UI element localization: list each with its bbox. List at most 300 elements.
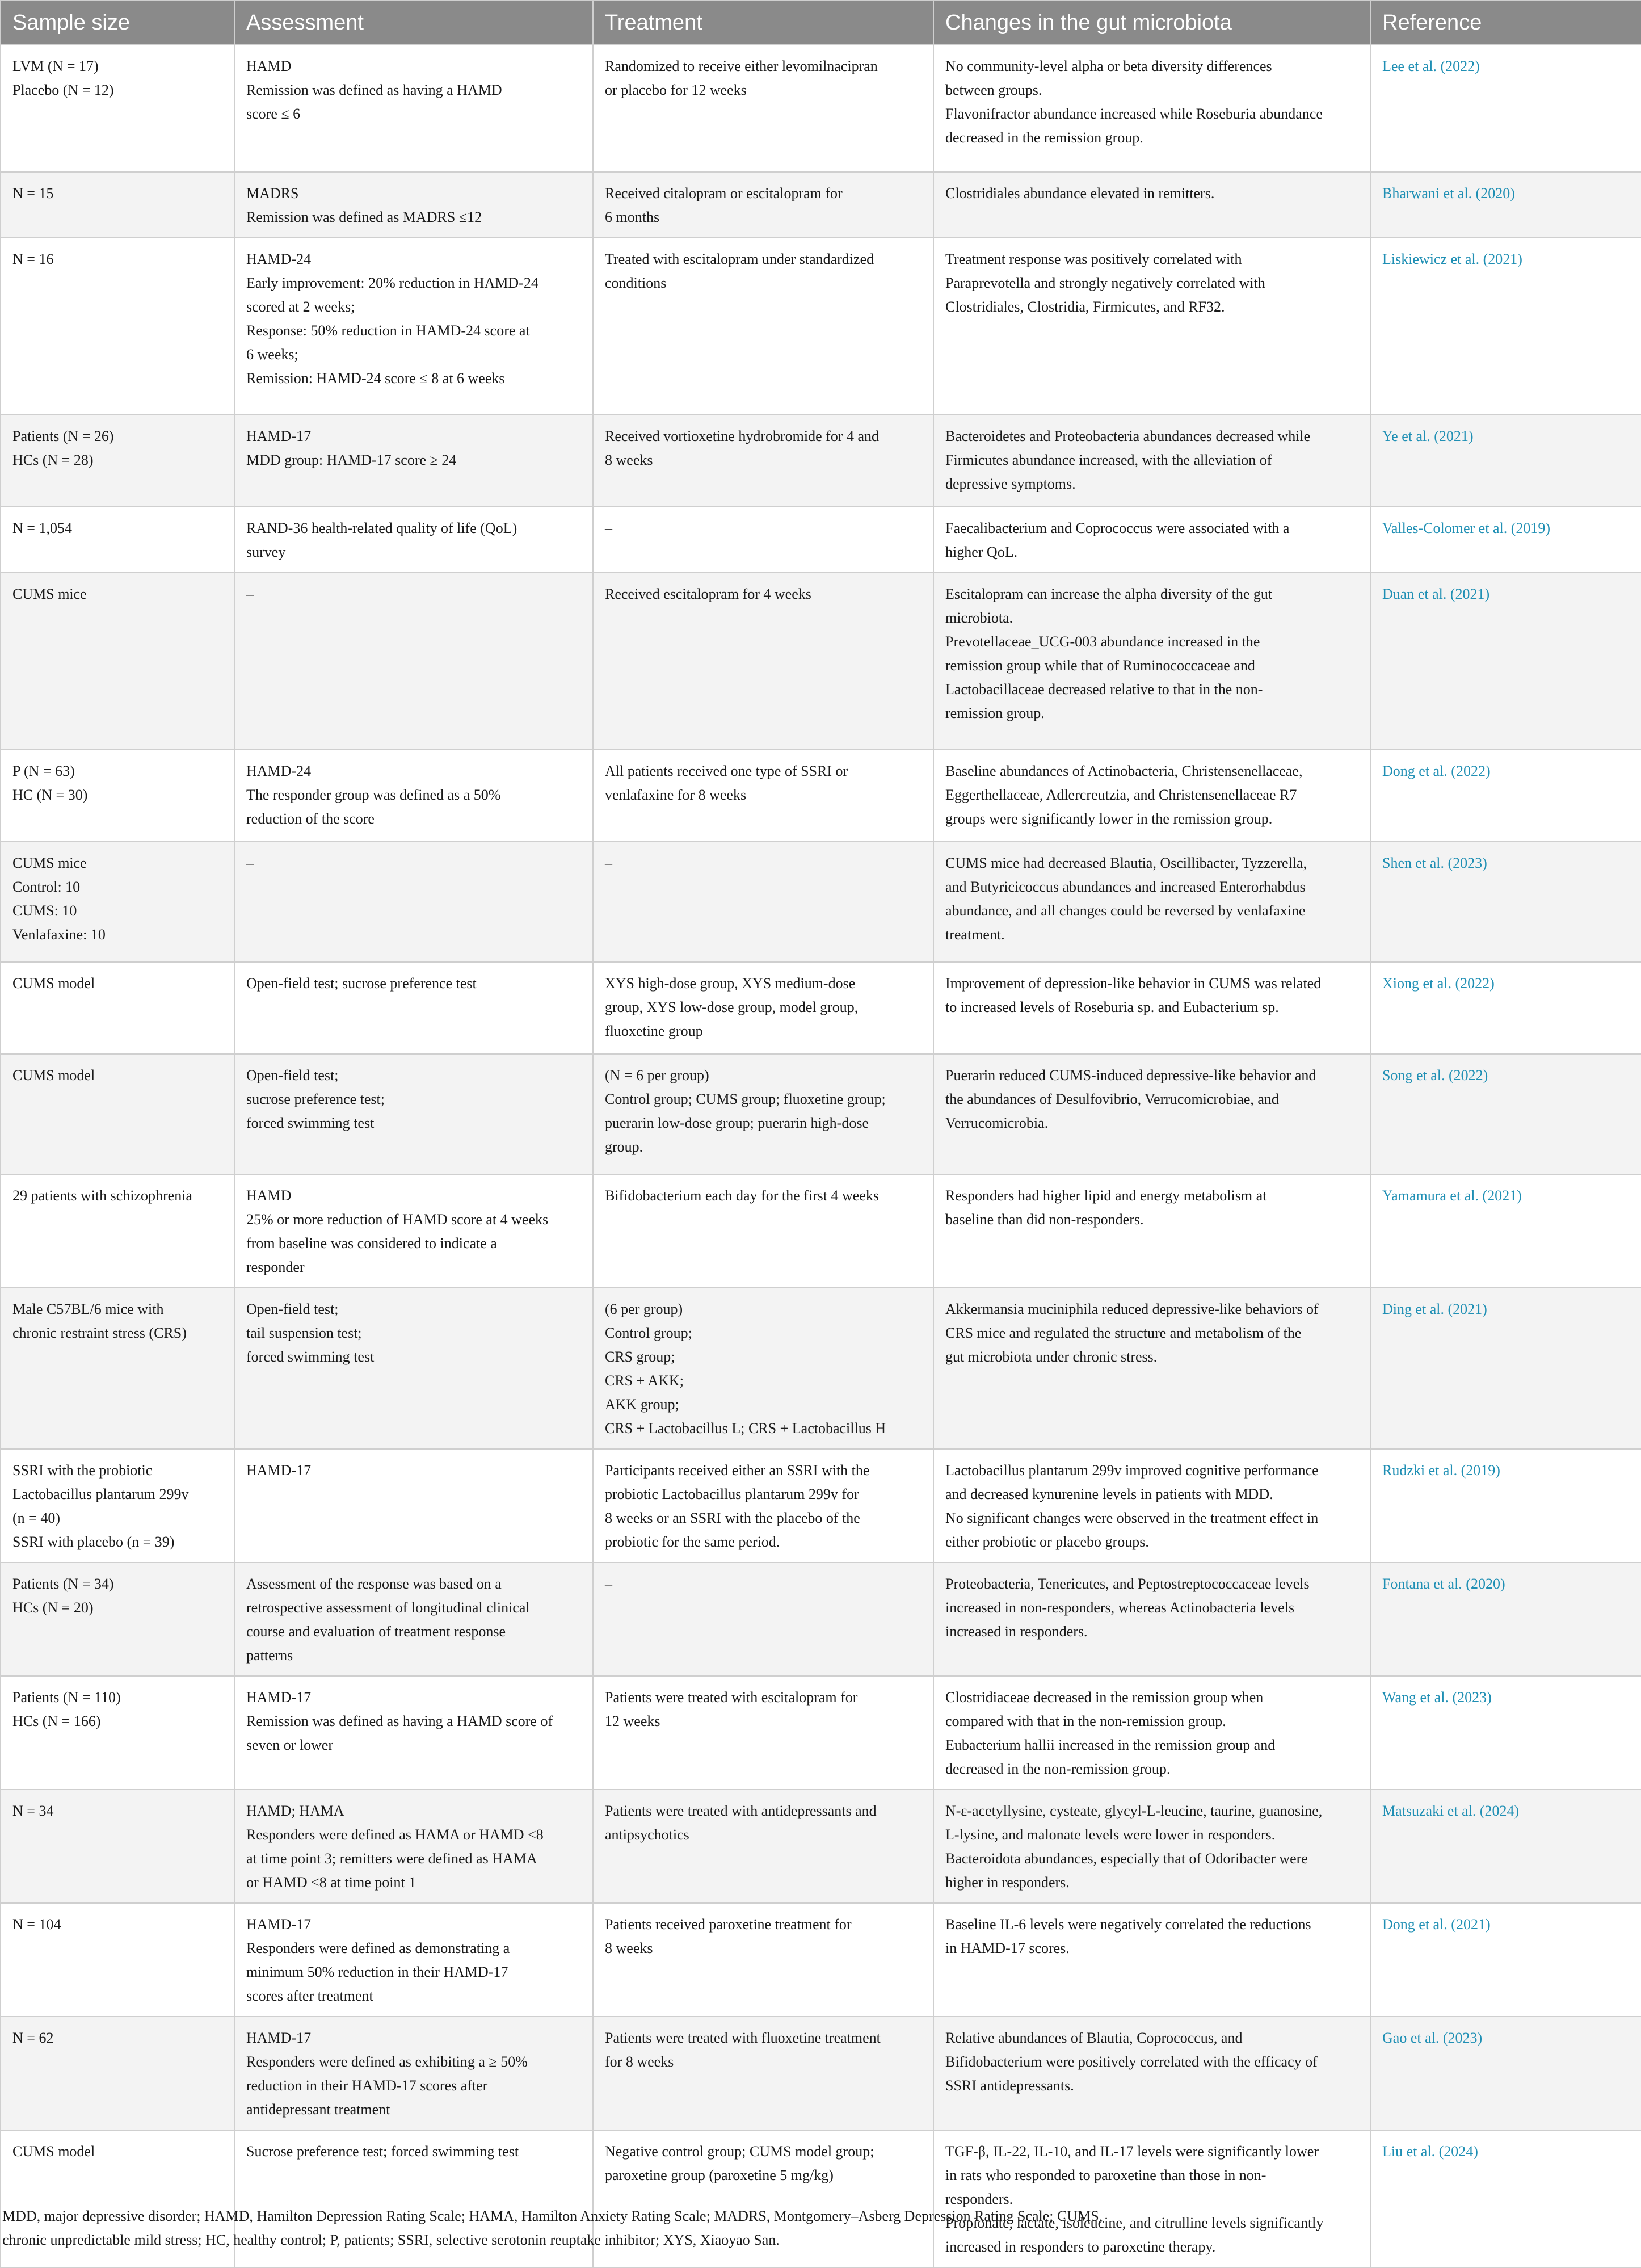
cell-changes bbox=[933, 962, 1370, 1054]
cell-line: increased in non-responders, whereas Actinobacteria levels bbox=[945, 1599, 1295, 1616]
cell-line: Eggerthellaceae, Adlercreutzia, and Christensenellaceae R7 bbox=[945, 787, 1297, 803]
cell-changes bbox=[933, 1676, 1370, 1790]
cell-line: remission group. bbox=[945, 705, 1045, 721]
cell-line: scores after treatment bbox=[246, 1988, 373, 2004]
cell-line: groups were significantly lower in the remission group. bbox=[945, 810, 1273, 827]
cell-line: venlafaxine for 8 weeks bbox=[605, 787, 747, 803]
cell-line: and decreased kynurenine levels in patients with MDD. bbox=[945, 1486, 1273, 1502]
cell-treatment bbox=[593, 45, 933, 172]
cell-treatment bbox=[593, 1676, 933, 1790]
cell-line: Firmicutes abundance increased, with the alleviation of bbox=[945, 452, 1272, 468]
cell-line: group, XYS low-dose group, model group, bbox=[605, 999, 859, 1015]
table-row bbox=[1, 45, 1641, 172]
cell-line: Response: 50% reduction in HAMD-24 score at bbox=[246, 322, 530, 339]
cell-treatment bbox=[593, 1563, 933, 1676]
cell-changes bbox=[933, 573, 1370, 750]
cell-sample-size bbox=[1, 238, 234, 415]
reference-link[interactable]: Valles-Colomer et al. (2019) bbox=[1382, 520, 1551, 536]
table-row bbox=[1, 1563, 1641, 1676]
cell-line: HAMD; HAMA bbox=[246, 1803, 344, 1819]
cell-line: Propionate, lactate, isoleucine, and citrulline levels significantly bbox=[945, 2215, 1324, 2231]
cell-reference bbox=[1370, 415, 1641, 507]
cell-line: Bifidobacterium each day for the first 4 weeks bbox=[605, 1187, 879, 1204]
cell-line: forced swimming test bbox=[246, 1349, 375, 1365]
cell-changes bbox=[933, 45, 1370, 172]
cell-line: course and evaluation of treatment response bbox=[246, 1623, 506, 1640]
cell-line: N = 104 bbox=[12, 1916, 61, 1933]
table-row bbox=[1, 415, 1641, 507]
cell-treatment bbox=[593, 2017, 933, 2130]
cell-treatment bbox=[593, 1174, 933, 1288]
cell-line: N = 16 bbox=[12, 251, 54, 267]
cell-line: depressive symptoms. bbox=[945, 476, 1076, 492]
cell-line: scored at 2 weeks; bbox=[246, 299, 355, 315]
reference-link[interactable]: Dong et al. (2022) bbox=[1382, 763, 1491, 779]
cell-changes bbox=[933, 507, 1370, 573]
table-row bbox=[1, 2017, 1641, 2130]
cell-assessment bbox=[234, 750, 593, 842]
cell-line: Patients received paroxetine treatment for bbox=[605, 1916, 852, 1933]
cell-treatment bbox=[593, 1903, 933, 2017]
cell-line: or placebo for 12 weeks bbox=[605, 82, 747, 98]
reference-link[interactable]: Gao et al. (2023) bbox=[1382, 2030, 1483, 2046]
cell-line: CUMS mice bbox=[12, 855, 87, 871]
cell-line: Control: 10 bbox=[12, 879, 81, 895]
cell-changes bbox=[933, 750, 1370, 842]
cell-line: higher QoL. bbox=[945, 544, 1018, 560]
cell-line: L-lysine, and malonate levels were lower in responders. bbox=[945, 1826, 1276, 1843]
cell-line: HAMD-17 bbox=[246, 1916, 312, 1933]
cell-line: Patients were treated with fluoxetine treatment bbox=[605, 2030, 881, 2046]
cell-line: 6 weeks; bbox=[246, 346, 298, 363]
cell-sample-size bbox=[1, 1054, 234, 1174]
cell-reference bbox=[1370, 1054, 1641, 1174]
cell-line: CUMS mice had decreased Blautia, Oscillibacter, Tyzzerella, bbox=[945, 855, 1307, 871]
header-sample-size: Sample size bbox=[1, 1, 234, 45]
cell-line: CRS + AKK; bbox=[605, 1372, 684, 1389]
cell-assessment bbox=[234, 1676, 593, 1790]
cell-line: CRS + Lactobacillus L; CRS + Lactobacillus H bbox=[605, 1420, 886, 1437]
cell-reference bbox=[1370, 45, 1641, 172]
cell-line: probiotic Lactobacillus plantarum 299v for bbox=[605, 1486, 859, 1502]
table-row bbox=[1, 1174, 1641, 1288]
cell-line: HAMD bbox=[246, 58, 292, 74]
cell-sample-size bbox=[1, 415, 234, 507]
table-row bbox=[1, 1790, 1641, 1903]
cell-changes bbox=[933, 1174, 1370, 1288]
cell-line: increased in responders to paroxetine therapy. bbox=[945, 2238, 1216, 2255]
cell-line: HAMD-17 bbox=[246, 2030, 312, 2046]
cell-line: No significant changes were observed in the treatment effect in bbox=[945, 1510, 1319, 1526]
table-row bbox=[1, 1676, 1641, 1790]
header-changes: Changes in the gut microbiota bbox=[933, 1, 1370, 45]
cell-reference bbox=[1370, 1449, 1641, 1563]
cell-changes bbox=[933, 1288, 1370, 1449]
cell-treatment bbox=[593, 1288, 933, 1449]
cell-line: MDD group: HAMD-17 score ≥ 24 bbox=[246, 452, 457, 468]
cell-treatment bbox=[593, 507, 933, 573]
cell-line: Prevotellaceae_UCG-003 abundance increased in the bbox=[945, 633, 1260, 650]
cell-line: Treatment response was positively correlated with bbox=[945, 251, 1242, 267]
cell-line: Negative control group; CUMS model group; bbox=[605, 2143, 874, 2160]
cell-line: higher in responders. bbox=[945, 1874, 1070, 1891]
table-row bbox=[1, 507, 1641, 573]
reference-link[interactable]: Lee et al. (2022) bbox=[1382, 58, 1480, 74]
cell-line: HAMD-17 bbox=[246, 1462, 312, 1479]
cell-line: Received vortioxetine hydrobromide for 4 and bbox=[605, 428, 880, 444]
cell-line: group. bbox=[605, 1139, 643, 1155]
reference-link[interactable]: Fontana et al. (2020) bbox=[1382, 1576, 1505, 1592]
cell-line: RAND-36 health-related quality of life (QoL) bbox=[246, 520, 517, 536]
table-row bbox=[1, 750, 1641, 842]
cell-line: – bbox=[246, 855, 254, 871]
cell-line: abundance, and all changes could be reversed by venlafaxine bbox=[945, 902, 1306, 919]
reference-link[interactable]: Liskiewicz et al. (2021) bbox=[1382, 251, 1522, 267]
cell-treatment bbox=[593, 573, 933, 750]
cell-line: Open-field test; sucrose preference test bbox=[246, 975, 477, 992]
cell-assessment bbox=[234, 238, 593, 415]
reference-link[interactable]: Rudzki et al. (2019) bbox=[1382, 1462, 1500, 1479]
cell-line: MADRS bbox=[246, 185, 299, 201]
reference-link[interactable]: Dong et al. (2021) bbox=[1382, 1916, 1491, 1933]
cell-line: Lactobacillus plantarum 299v improved cognitive performance bbox=[945, 1462, 1319, 1479]
table-row bbox=[1, 1903, 1641, 2017]
cell-assessment bbox=[234, 1790, 593, 1903]
cell-changes bbox=[933, 1790, 1370, 1903]
cell-line: responder bbox=[246, 1259, 305, 1275]
cell-reference bbox=[1370, 962, 1641, 1054]
cell-reference bbox=[1370, 1174, 1641, 1288]
table-body bbox=[1, 45, 1641, 2267]
cell-line: score ≤ 6 bbox=[246, 106, 301, 122]
cell-line: Patients (N = 110) bbox=[12, 1689, 121, 1706]
cell-line: Paraprevotella and strongly negatively correlated with bbox=[945, 275, 1265, 291]
cell-changes bbox=[933, 1054, 1370, 1174]
cell-line: 12 weeks bbox=[605, 1713, 660, 1729]
cell-line: puerarin low-dose group; puerarin high-dose bbox=[605, 1115, 869, 1131]
cell-treatment bbox=[593, 1054, 933, 1174]
table-row bbox=[1, 1054, 1641, 1174]
cell-line: at time point 3; remitters were defined as HAMA bbox=[246, 1850, 537, 1867]
cell-line: 8 weeks or an SSRI with the placebo of the bbox=[605, 1510, 860, 1526]
cell-changes bbox=[933, 842, 1370, 962]
header-assessment: Assessment bbox=[234, 1, 593, 45]
cell-assessment bbox=[234, 415, 593, 507]
cell-changes bbox=[933, 1903, 1370, 2017]
cell-line: CRS mice and regulated the structure and metabolism of the bbox=[945, 1325, 1302, 1341]
cell-line: Responders were defined as exhibiting a ≥ 50% bbox=[246, 2053, 528, 2070]
cell-line: Relative abundances of Blautia, Coprococcus, and bbox=[945, 2030, 1243, 2046]
reference-link[interactable]: Yamamura et al. (2021) bbox=[1382, 1187, 1522, 1204]
cell-line: tail suspension test; bbox=[246, 1325, 362, 1341]
cell-treatment bbox=[593, 962, 933, 1054]
cell-line: Responders were defined as demonstrating a bbox=[246, 1940, 510, 1956]
cell-sample-size bbox=[1, 842, 234, 962]
cell-line: between groups. bbox=[945, 82, 1042, 98]
cell-treatment bbox=[593, 750, 933, 842]
cell-line: LVM (N = 17) bbox=[12, 58, 99, 74]
cell-line: (N = 6 per group) bbox=[605, 1067, 709, 1083]
cell-line: Patients were treated with escitalopram for bbox=[605, 1689, 858, 1706]
cell-treatment bbox=[593, 238, 933, 415]
table-row bbox=[1, 1449, 1641, 1563]
cell-line: minimum 50% reduction in their HAMD-17 bbox=[246, 1964, 508, 1980]
cell-line: remission group while that of Ruminococcaceae and bbox=[945, 657, 1255, 674]
cell-sample-size bbox=[1, 1676, 234, 1790]
cell-line: baseline than did non-responders. bbox=[945, 1211, 1144, 1228]
reference-link[interactable]: Liu et al. (2024) bbox=[1382, 2143, 1478, 2160]
cell-changes bbox=[933, 1563, 1370, 1676]
cell-line: increased in responders. bbox=[945, 1623, 1088, 1640]
cell-line: N-ε-acetyllysine, cysteate, glycyl-L-leucine, taurine, guanosine, bbox=[945, 1803, 1323, 1819]
footnote-line: chronic unpredictable mild stress; HC, healthy control; P, patients; SSRI, selective serotonin reuptake inhibitor; XYS, Xiaoyao San. bbox=[2, 2232, 780, 2248]
cell-treatment bbox=[593, 172, 933, 238]
cell-reference bbox=[1370, 573, 1641, 750]
cell-assessment bbox=[234, 507, 593, 573]
cell-line: Escitalopram can increase the alpha diversity of the gut bbox=[945, 586, 1273, 602]
cell-line: Lactobacillaceae decreased relative to that in the non- bbox=[945, 681, 1263, 698]
cell-changes bbox=[933, 2017, 1370, 2130]
cell-line: and Butyricicoccus abundances and increased Enterorhabdus bbox=[945, 879, 1306, 895]
cell-line: compared with that in the non-remission group. bbox=[945, 1713, 1226, 1729]
cell-line: or HAMD <8 at time point 1 bbox=[246, 1874, 416, 1891]
cell-line: reduction in their HAMD-17 scores after bbox=[246, 2077, 488, 2094]
cell-line: Responders were defined as HAMA or HAMD <8 bbox=[246, 1826, 544, 1843]
cell-line: the abundances of Desulfovibrio, Verrucomicrobiae, and bbox=[945, 1091, 1279, 1107]
cell-reference bbox=[1370, 1676, 1641, 1790]
cell-line: Early improvement: 20% reduction in HAMD-24 bbox=[246, 275, 538, 291]
cell-line: Flavonifractor abundance increased while Roseburia abundance bbox=[945, 106, 1323, 122]
cell-sample-size bbox=[1, 1288, 234, 1449]
cell-reference bbox=[1370, 2017, 1641, 2130]
cell-line: decreased in the non-remission group. bbox=[945, 1761, 1171, 1777]
table-row bbox=[1, 1288, 1641, 1449]
cell-line: chronic restraint stress (CRS) bbox=[12, 1325, 187, 1341]
cell-line: N = 15 bbox=[12, 185, 54, 201]
table-row bbox=[1, 172, 1641, 238]
cell-line: Open-field test; bbox=[246, 1067, 339, 1083]
cell-line: The responder group was defined as a 50% bbox=[246, 787, 501, 803]
cell-line: HCs (N = 166) bbox=[12, 1713, 101, 1729]
cell-sample-size bbox=[1, 507, 234, 573]
cell-line: Akkermansia muciniphila reduced depressive-like behaviors of bbox=[945, 1301, 1319, 1317]
table-header bbox=[1, 1, 1641, 45]
cell-line: HAMD-24 bbox=[246, 763, 312, 779]
cell-line: AKK group; bbox=[605, 1396, 679, 1413]
table-row bbox=[1, 238, 1641, 415]
cell-line: Clostridiales abundance elevated in remitters. bbox=[945, 185, 1215, 201]
footnote bbox=[0, 2204, 1641, 2252]
cell-changes bbox=[933, 415, 1370, 507]
cell-line: responders. bbox=[945, 2191, 1013, 2207]
cell-line: Patients were treated with antidepressants and bbox=[605, 1803, 877, 1819]
cell-sample-size bbox=[1, 962, 234, 1054]
cell-line: Baseline IL-6 levels were negatively correlated the reductions bbox=[945, 1916, 1311, 1933]
cell-line: CUMS: 10 bbox=[12, 902, 77, 919]
cell-treatment bbox=[593, 1790, 933, 1903]
cell-line: either probiotic or placebo groups. bbox=[945, 1534, 1149, 1550]
cell-line: Treated with escitalopram under standardized bbox=[605, 251, 874, 267]
cell-line: – bbox=[246, 586, 254, 602]
cell-line: HCs (N = 28) bbox=[12, 452, 94, 468]
cell-line: CUMS mice bbox=[12, 586, 87, 602]
cell-line: Faecalibacterium and Coprococcus were associated with a bbox=[945, 520, 1290, 536]
cell-line: – bbox=[605, 855, 612, 871]
cell-sample-size bbox=[1, 1790, 234, 1903]
cell-line: Received escitalopram for 4 weeks bbox=[605, 586, 811, 602]
cell-line: 6 months bbox=[605, 209, 660, 225]
cell-line: Improvement of depression-like behavior in CUMS was related bbox=[945, 975, 1322, 992]
table-row bbox=[1, 573, 1641, 750]
cell-line: SSRI with placebo (n = 39) bbox=[12, 1534, 175, 1550]
cell-line: treatment. bbox=[945, 926, 1005, 943]
cell-line: HAMD-24 bbox=[246, 251, 312, 267]
cell-sample-size bbox=[1, 1903, 234, 2017]
cell-line: Participants received either an SSRI with the bbox=[605, 1462, 870, 1479]
cell-reference bbox=[1370, 238, 1641, 415]
cell-sample-size bbox=[1, 172, 234, 238]
cell-line: N = 34 bbox=[12, 1803, 54, 1819]
cell-sample-size bbox=[1, 2017, 234, 2130]
cell-line: SSRI antidepressants. bbox=[945, 2077, 1074, 2094]
cell-line: 25% or more reduction of HAMD score at 4 weeks bbox=[246, 1211, 549, 1228]
cell-line: antidepressant treatment bbox=[246, 2101, 390, 2118]
cell-line: HCs (N = 20) bbox=[12, 1599, 94, 1616]
cell-changes bbox=[933, 1449, 1370, 1563]
cell-assessment bbox=[234, 573, 593, 750]
cell-line: sucrose preference test; bbox=[246, 1091, 385, 1107]
cell-reference bbox=[1370, 1563, 1641, 1676]
cell-line: survey bbox=[246, 544, 286, 560]
cell-sample-size bbox=[1, 1449, 234, 1563]
cell-line: to increased levels of Roseburia sp. and Eubacterium sp. bbox=[945, 999, 1279, 1015]
cell-reference bbox=[1370, 172, 1641, 238]
cell-treatment bbox=[593, 1449, 933, 1563]
cell-reference bbox=[1370, 1790, 1641, 1903]
cell-line: Responders had higher lipid and energy metabolism at bbox=[945, 1187, 1267, 1204]
cell-line: in HAMD-17 scores. bbox=[945, 1940, 1070, 1956]
cell-line: microbiota. bbox=[945, 610, 1013, 626]
reference-link[interactable]: Wang et al. (2023) bbox=[1382, 1689, 1492, 1706]
cell-sample-size bbox=[1, 45, 234, 172]
cell-assessment bbox=[234, 842, 593, 962]
reference-link[interactable]: Shen et al. (2023) bbox=[1382, 855, 1487, 871]
cell-line: (n = 40) bbox=[12, 1510, 60, 1526]
cell-line: forced swimming test bbox=[246, 1115, 375, 1131]
reference-link[interactable]: Duan et al. (2021) bbox=[1382, 586, 1490, 602]
header-treatment: Treatment bbox=[593, 1, 933, 45]
cell-reference bbox=[1370, 507, 1641, 573]
reference-link[interactable]: Ye et al. (2021) bbox=[1382, 428, 1474, 444]
cell-line: – bbox=[605, 520, 612, 536]
cell-line: N = 62 bbox=[12, 2030, 54, 2046]
cell-line: Lactobacillus plantarum 299v bbox=[12, 1486, 189, 1502]
cell-line: HC (N = 30) bbox=[12, 787, 88, 803]
header-row bbox=[1, 1, 1641, 45]
cell-line: Remission was defined as having a HAMD bbox=[246, 82, 502, 98]
cell-line: reduction of the score bbox=[246, 810, 375, 827]
cell-line: Bacteroidota abundances, especially that of Odoribacter were bbox=[945, 1850, 1308, 1867]
cell-line: retrospective assessment of longitudinal clinical bbox=[246, 1599, 530, 1616]
cell-line: XYS high-dose group, XYS medium-dose bbox=[605, 975, 856, 992]
cell-line: Puerarin reduced CUMS-induced depressive-like behavior and bbox=[945, 1067, 1316, 1083]
cell-assessment bbox=[234, 2017, 593, 2130]
cell-reference bbox=[1370, 1903, 1641, 2017]
cell-sample-size bbox=[1, 1563, 234, 1676]
cell-line: antipsychotics bbox=[605, 1826, 689, 1843]
cell-line: Assessment of the response was based on a bbox=[246, 1576, 502, 1592]
cell-line: CUMS model bbox=[12, 975, 95, 992]
cell-line: seven or lower bbox=[246, 1737, 334, 1753]
reference-link[interactable]: Bharwani et al. (2020) bbox=[1382, 185, 1515, 201]
cell-treatment bbox=[593, 842, 933, 962]
cell-line: HAMD bbox=[246, 1187, 292, 1204]
reference-link[interactable]: Matsuzaki et al. (2024) bbox=[1382, 1803, 1520, 1819]
cell-line: TGF-β, IL-22, IL-10, and IL-17 levels were significantly lower bbox=[945, 2143, 1319, 2160]
cell-line: Randomized to receive either levomilnacipran bbox=[605, 58, 878, 74]
cell-line: in rats who responded to paroxetine than those in non- bbox=[945, 2167, 1266, 2183]
cell-line: Remission was defined as MADRS ≤12 bbox=[246, 209, 482, 225]
cell-line: No community-level alpha or beta diversity differences bbox=[945, 58, 1272, 74]
cell-assessment bbox=[234, 1288, 593, 1449]
cell-reference bbox=[1370, 750, 1641, 842]
cell-line: (6 per group) bbox=[605, 1301, 683, 1317]
cell-treatment bbox=[593, 415, 933, 507]
cell-line: 8 weeks bbox=[605, 1940, 653, 1956]
cell-line: fluoxetine group bbox=[605, 1023, 703, 1039]
cell-line: probiotic for the same period. bbox=[605, 1534, 780, 1550]
cell-assessment bbox=[234, 45, 593, 172]
cell-line: Venlafaxine: 10 bbox=[12, 926, 106, 943]
cell-assessment bbox=[234, 1054, 593, 1174]
reference-link[interactable]: Xiong et al. (2022) bbox=[1382, 975, 1495, 992]
cell-line: Received citalopram or escitalopram for bbox=[605, 185, 843, 201]
cell-line: decreased in the remission group. bbox=[945, 129, 1143, 146]
reference-link[interactable]: Ding et al. (2021) bbox=[1382, 1301, 1487, 1317]
cell-line: Placebo (N = 12) bbox=[12, 82, 114, 98]
cell-line: Control group; bbox=[605, 1325, 692, 1341]
cell-line: CRS group; bbox=[605, 1349, 675, 1365]
reference-link[interactable]: Song et al. (2022) bbox=[1382, 1067, 1488, 1083]
cell-line: Remission was defined as having a HAMD score of bbox=[246, 1713, 553, 1729]
cell-assessment bbox=[234, 172, 593, 238]
cell-line: Patients (N = 34) bbox=[12, 1576, 114, 1592]
table-row bbox=[1, 842, 1641, 962]
cell-reference bbox=[1370, 842, 1641, 962]
cell-line: Verrucomicrobia. bbox=[945, 1115, 1049, 1131]
cell-line: Eubacterium hallii increased in the remission group and bbox=[945, 1737, 1276, 1753]
cell-assessment bbox=[234, 1563, 593, 1676]
cell-line: SSRI with the probiotic bbox=[12, 1462, 153, 1479]
cell-assessment bbox=[234, 1449, 593, 1563]
cell-changes bbox=[933, 172, 1370, 238]
cell-line: – bbox=[605, 1576, 612, 1592]
cell-line: CUMS model bbox=[12, 2143, 95, 2160]
cell-line: Sucrose preference test; forced swimming test bbox=[246, 2143, 519, 2160]
cell-reference bbox=[1370, 1288, 1641, 1449]
cell-line: Male C57BL/6 mice with bbox=[12, 1301, 164, 1317]
cell-line: from baseline was considered to indicate a bbox=[246, 1235, 497, 1251]
cell-sample-size bbox=[1, 573, 234, 750]
table-row bbox=[1, 962, 1641, 1054]
footnote-line: MDD, major depressive disorder; HAMD, Hamilton Depression Rating Scale; HAMA, Hamilton Anxiety Rating Scale; MADRS, Montgomery–Asberg Depression Rating Scale; CUMS, bbox=[2, 2208, 1103, 2224]
cell-line: gut microbiota under chronic stress. bbox=[945, 1349, 1158, 1365]
cell-line: N = 1,054 bbox=[12, 520, 72, 536]
cell-line: Clostridiales, Clostridia, Firmicutes, and RF32. bbox=[945, 299, 1225, 315]
cell-line: Open-field test; bbox=[246, 1301, 339, 1317]
cell-line: Proteobacteria, Tenericutes, and Peptostreptococcaceae levels bbox=[945, 1576, 1310, 1592]
cell-assessment bbox=[234, 962, 593, 1054]
